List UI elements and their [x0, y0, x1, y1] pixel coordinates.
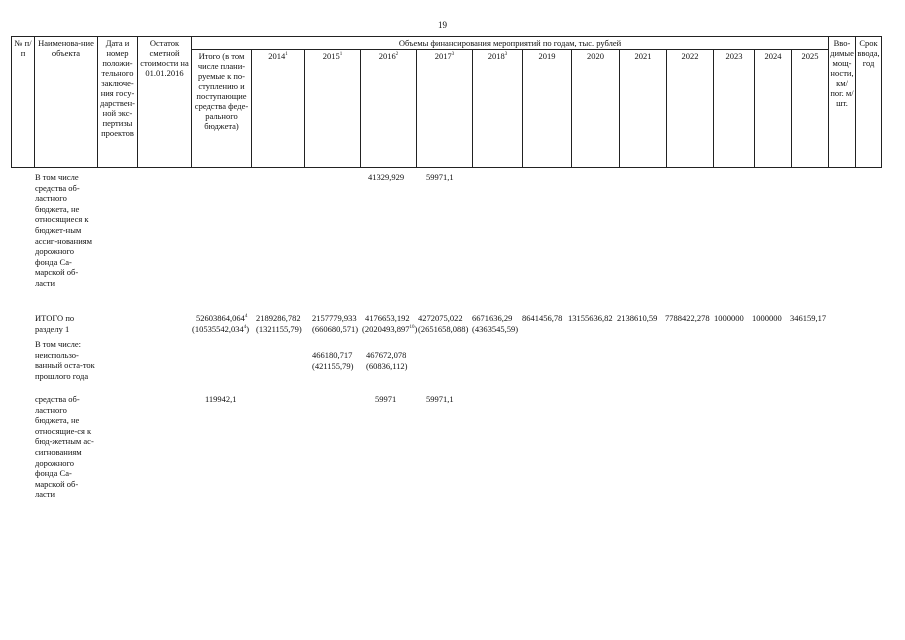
header-year-2018: 2018$^3$ [473, 50, 523, 168]
table-header [11, 36, 882, 168]
itogo-2021: 2138610,59 [617, 313, 658, 323]
header-col-date: Дата и номер положи-тельного заключе-ния госу-дарствен-ной экс-пертизы проектов [98, 37, 138, 168]
header-year-2023: 2023 [714, 50, 755, 168]
itogo-2015-sub: (660680,571) [312, 324, 359, 334]
row4-label: средства об-ластного бюджета, не относящие-ся к бюд-жетным ас-сигнованиям дорожного фонда Са-марской об-ласти [35, 394, 94, 500]
itogo-2016: 4176653,192 [365, 313, 410, 323]
row4-2016: 59971 [375, 394, 397, 404]
itogo-2014: 2189286,782 [256, 313, 301, 323]
row4-2017: 59971,1 [426, 394, 454, 404]
header-col-name: Наименова-ние объекта [35, 37, 98, 168]
header-year-2021: 2021 [620, 50, 667, 168]
header-col-power: Вво-димые мощ-ности, км/ пог. м/шт. [829, 37, 856, 168]
header-year-2014: 2014$^1$ [252, 50, 305, 168]
itogo-2023: 1000000 [714, 313, 744, 323]
itogo-2016-sub: (2020493,897$^{10}$) [362, 324, 418, 334]
itogo-total-sub: (10535542,034$^4$) [192, 324, 250, 334]
row1-2016: 41329,929 [368, 172, 405, 182]
header-col-num: № п/п [12, 37, 35, 168]
itogo-label: ИТОГО по разделу 1 [35, 313, 75, 334]
header-year-2017: 2017$^3$ [417, 50, 473, 168]
itogo-2015: 2157779,933 [312, 313, 357, 323]
itogo-2024: 1000000 [752, 313, 782, 323]
row1-label: В том числе средства об-ластного бюджета, не относящиеся к бюджет-ным ассиг-нованиям дорожного фонда Са-марской об-ласти [35, 172, 93, 288]
header-col-total: Итого (в том числе плани-руемые к по-ступлению и поступающие средства феде-рального бюджета) [192, 50, 252, 168]
itogo-2018-sub: (4363545,59) [472, 324, 519, 334]
itogo-2017: 4272075,022 [418, 313, 463, 323]
itogo-total: 52603864,064$^4$ [196, 313, 248, 323]
itogo-2022: 7788422,278 [665, 313, 710, 323]
itogo-2017-sub: (2651658,088) [418, 324, 469, 334]
row3-2015: 466180,717 [312, 350, 353, 360]
itogo-2018: 6671636,29 [472, 313, 513, 323]
row1-2017: 59971,1 [426, 172, 454, 182]
row4-total: 119942,1 [205, 394, 237, 404]
header-year-2024: 2024 [755, 50, 792, 168]
header-group-title: Объемы финансирования мероприятий по годам, тыс. рублей [192, 37, 829, 50]
header-year-2019: 2019 [523, 50, 572, 168]
header-col-rest: Остаток сметной стоимости на 01.01.2016 [138, 37, 192, 168]
header-year-2025: 2025 [792, 50, 829, 168]
itogo-2025: 346159,17 [790, 313, 827, 323]
itogo-2019: 8641456,78 [522, 313, 563, 323]
header-year-2022: 2022 [667, 50, 714, 168]
itogo-2014-sub: (1321155,79) [256, 324, 302, 334]
header-year-2015: 2015$^1$ [305, 50, 361, 168]
itogo-2020: 13155636,82 [568, 313, 613, 323]
header-col-term: Срок ввода, год [856, 37, 882, 168]
row3-2016-sub: (60836,112) [366, 361, 408, 371]
header-year-2020: 2020 [572, 50, 620, 168]
row3-2015-sub: (421155,79) [312, 361, 354, 371]
page-number: 19 [438, 20, 447, 30]
row3-label: В том числе: неиспользо-ванный оста-ток прошлого года [35, 339, 95, 381]
header-year-2016: 2016$^2$ [361, 50, 417, 168]
row3-2016: 467672,078 [366, 350, 407, 360]
